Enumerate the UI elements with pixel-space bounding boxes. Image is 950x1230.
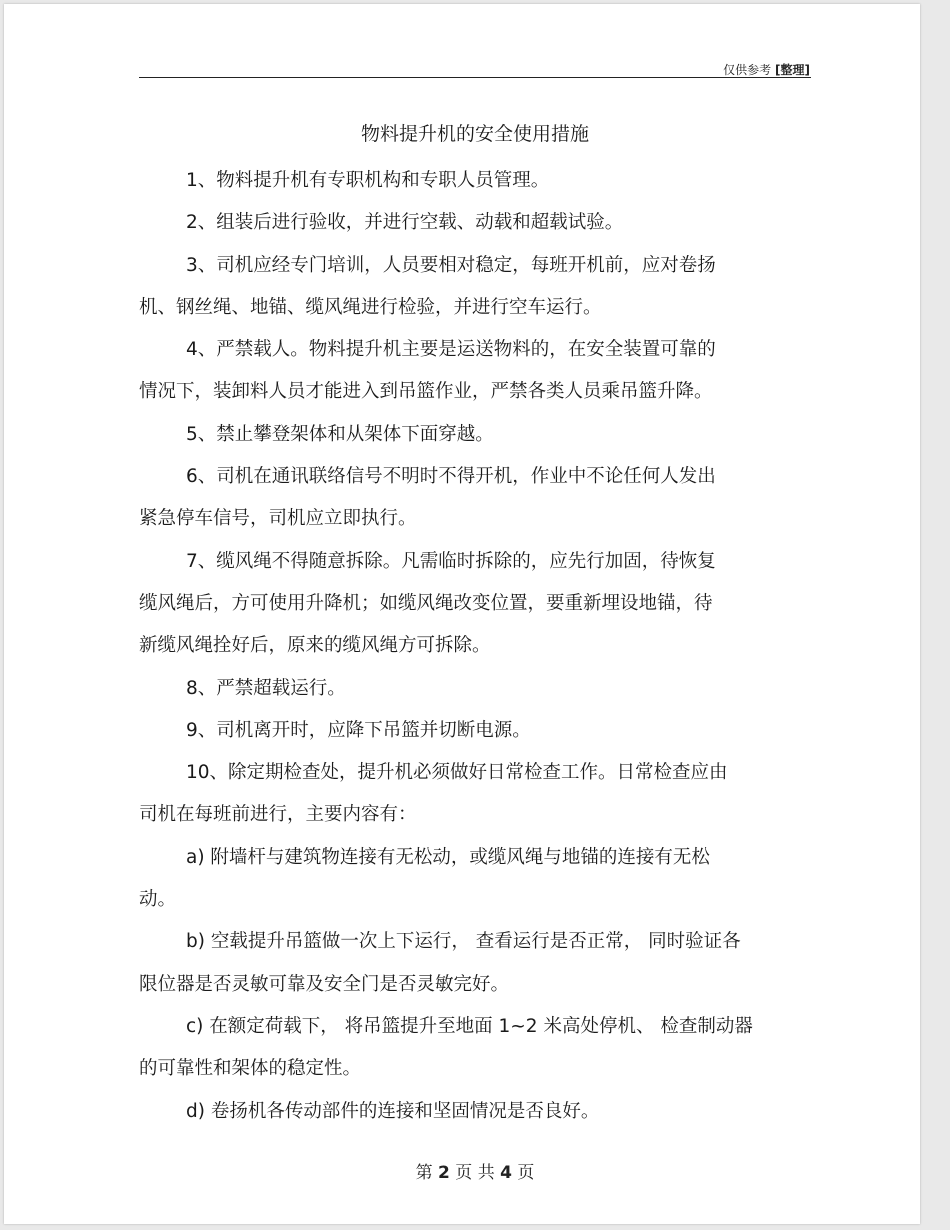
paragraph-line: b) 空载提升吊篮做一次上下运行， 查看运行是否正常， 同时验证各 bbox=[186, 931, 741, 953]
footer-prefix: 第 bbox=[415, 1163, 433, 1183]
page-footer bbox=[139, 1158, 811, 1183]
paragraph bbox=[139, 202, 811, 244]
document-body bbox=[139, 160, 811, 1133]
document-page bbox=[4, 4, 920, 1224]
paragraph-line: 9、司机离开时，应降下吊篮并切断电源。 bbox=[186, 719, 531, 741]
paragraph-line: 4、严禁载人。物料提升机主要是运送物料的，在安全装置可靠的 bbox=[186, 339, 716, 361]
paragraph-line: 2、组装后进行验收，并进行空载、动载和超载试验。 bbox=[186, 212, 624, 234]
paragraph bbox=[139, 329, 811, 414]
paragraph bbox=[139, 752, 811, 837]
paragraph bbox=[139, 1006, 811, 1091]
paragraph-line: 紧急停车信号，司机应立即执行。 bbox=[139, 508, 417, 530]
paragraph-line: 7、缆风绳不得随意拆除。凡需临时拆除的，应先行加固，待恢复 bbox=[186, 550, 716, 572]
header-bracket-label: [整理] bbox=[775, 63, 810, 77]
paragraph-line: 5、禁止攀登架体和从架体下面穿越。 bbox=[186, 423, 494, 445]
header-rule bbox=[139, 77, 811, 78]
paragraph bbox=[139, 710, 811, 752]
paragraph bbox=[139, 541, 811, 668]
paragraph-line: 动。 bbox=[139, 889, 177, 911]
paragraph bbox=[139, 245, 811, 330]
paragraph-line: a) 附墙杆与建筑物连接有无松动，或缆风绳与地锚的连接有无松 bbox=[186, 846, 710, 868]
paragraph-line: 新缆风绳拴好后，原来的缆风绳方可拆除。 bbox=[139, 635, 491, 657]
paragraph-line: 1、物料提升机有专职机构和专职人员管理。 bbox=[186, 170, 550, 191]
paragraph-line: 10、除定期检查处，提升机必须做好日常检查工作。日常检查应由 bbox=[186, 762, 728, 784]
paragraph-line: 的可靠性和架体的稳定性。 bbox=[139, 1058, 362, 1080]
paragraph bbox=[139, 456, 811, 541]
footer-suffix: 页 bbox=[517, 1163, 535, 1183]
paragraph-line: 8、严禁超载运行。 bbox=[186, 677, 346, 699]
paragraph bbox=[139, 1091, 811, 1133]
paragraph-line: c) 在额定荷载下， 将吊篮提升至地面 1~2 米高处停机、 检查制动器 bbox=[186, 1015, 753, 1037]
paragraph-line: d) 卷扬机各传动部件的连接和坚固情况是否良好。 bbox=[186, 1100, 600, 1122]
paragraph-line: 司机在每班前进行，主要内容有： bbox=[139, 804, 417, 826]
paragraph-line: 情况下，装卸料人员才能进入到吊篮作业，严禁各类人员乘吊篮升降。 bbox=[139, 381, 713, 403]
paragraph bbox=[139, 837, 811, 922]
paragraph bbox=[139, 414, 811, 456]
paragraph bbox=[139, 160, 811, 202]
paragraph-line: 限位器是否灵敏可靠及安全门是否灵敏完好。 bbox=[139, 973, 510, 995]
footer-middle: 页 共 bbox=[455, 1163, 495, 1183]
footer-total-pages: 4 bbox=[500, 1163, 512, 1183]
document-title: 物料提升机的安全使用措施 bbox=[360, 123, 589, 145]
paragraph-line: 机、钢丝绳、地锚、缆风绳进行检验，并进行空车运行。 bbox=[139, 296, 602, 318]
paragraph bbox=[139, 921, 811, 1006]
paragraph-line: 3、司机应经专门培训，人员要相对稳定，每班开机前，应对卷扬 bbox=[186, 254, 716, 276]
header-note-text: 仅供参考 bbox=[723, 63, 772, 77]
header-note bbox=[723, 61, 810, 78]
paragraph-line: 缆风绳后，方可使用升降机；如缆风绳改变位置，要重新埋设地锚，待 bbox=[139, 592, 713, 614]
paragraph bbox=[139, 668, 811, 710]
paragraph-line: 6、司机在通讯联络信号不明时不得开机，作业中不论任何人发出 bbox=[186, 466, 716, 488]
footer-current-page: 2 bbox=[438, 1163, 450, 1183]
